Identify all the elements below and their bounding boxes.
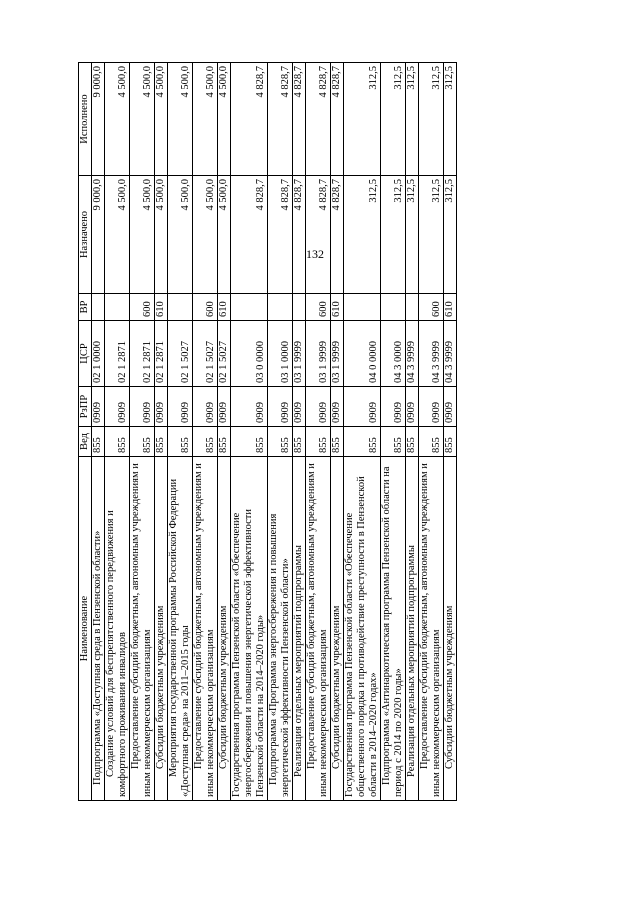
cell-ispolneno: 312,5: [381, 63, 406, 176]
cell-ved: 855: [218, 427, 231, 457]
cell-csr: 03 0 0000: [231, 321, 268, 387]
cell-vr: [92, 294, 105, 321]
cell-naznacheno: 4 500,0: [218, 176, 231, 294]
cell-vr: [268, 294, 293, 321]
cell-name: Предоставление субсидий бюджетным, автономным учреждениям и иным некоммерческим организациям: [306, 457, 331, 801]
cell-ved: 855: [419, 427, 444, 457]
cell-ved: 855: [381, 427, 406, 457]
table-row: [268, 63, 293, 801]
cell-ispolneno: 4 828,7: [231, 63, 268, 176]
budget-table: [78, 62, 457, 801]
cell-naznacheno: 312,5: [381, 176, 406, 294]
cell-vr: 610: [218, 294, 231, 321]
cell-rzpr: 0909: [444, 387, 457, 427]
cell-ispolneno: 312,5: [444, 63, 457, 176]
table-header-row: [79, 63, 92, 801]
cell-csr: 02 1 0000: [92, 321, 105, 387]
cell-ispolneno: 4 828,7: [306, 63, 331, 176]
cell-csr: 02 1 2871: [155, 321, 168, 387]
cell-ispolneno: 4 500,0: [168, 63, 193, 176]
header-rzpr: РзПР: [79, 387, 92, 427]
cell-csr: 03 1 9999: [331, 321, 344, 387]
rotated-table-area: [78, 63, 554, 801]
cell-csr: 02 1 2871: [105, 321, 130, 387]
cell-ispolneno: 312,5: [419, 63, 444, 176]
cell-naznacheno: 4 500,0: [168, 176, 193, 294]
cell-vr: [231, 294, 268, 321]
table-body: [92, 63, 457, 801]
cell-rzpr: 0909: [406, 387, 419, 427]
table-row: [406, 63, 419, 801]
cell-vr: 600: [419, 294, 444, 321]
cell-csr: 04 3 9999: [419, 321, 444, 387]
cell-ispolneno: 4 828,7: [331, 63, 344, 176]
cell-rzpr: 0909: [419, 387, 444, 427]
cell-naznacheno: 4 500,0: [155, 176, 168, 294]
cell-csr: 02 1 5027: [168, 321, 193, 387]
cell-vr: [105, 294, 130, 321]
cell-name: Государственная программа Пензенской области «Обеспечение общественного порядка и противодействие преступности в Пензенской области в 2014–2020 годах»: [344, 457, 381, 801]
table-row: [105, 63, 130, 801]
table-row: [218, 63, 231, 801]
table-row: [331, 63, 344, 801]
cell-ispolneno: 4 500,0: [193, 63, 218, 176]
cell-ved: 855: [155, 427, 168, 457]
cell-csr: 03 1 9999: [293, 321, 306, 387]
table-row: [92, 63, 105, 801]
table-row: [444, 63, 457, 801]
cell-rzpr: 0909: [105, 387, 130, 427]
cell-name: Создание условий для беспрепятственного передвижения и комфортного проживания инвалидов: [105, 457, 130, 801]
cell-ved: 855: [105, 427, 130, 457]
cell-csr: 03 1 0000: [268, 321, 293, 387]
cell-csr: 04 3 9999: [406, 321, 419, 387]
cell-ispolneno: 312,5: [344, 63, 381, 176]
cell-name: Субсидии бюджетным учреждениям: [218, 457, 231, 801]
cell-ved: 855: [168, 427, 193, 457]
header-vr: ВР: [79, 294, 92, 321]
cell-ved: 855: [193, 427, 218, 457]
cell-naznacheno: 4 828,7: [231, 176, 268, 294]
cell-rzpr: 0909: [231, 387, 268, 427]
cell-naznacheno: 4 828,7: [306, 176, 331, 294]
cell-ispolneno: 4 500,0: [105, 63, 130, 176]
cell-name: Реализация отдельных мероприятий подпрограммы: [406, 457, 419, 801]
cell-naznacheno: 4 828,7: [293, 176, 306, 294]
cell-name: Предоставление субсидий бюджетным, автономным учреждениям и иным некоммерческим организациям: [419, 457, 444, 801]
cell-naznacheno: 312,5: [344, 176, 381, 294]
cell-ved: 855: [444, 427, 457, 457]
cell-ispolneno: 4 500,0: [130, 63, 155, 176]
table-row: [193, 63, 218, 801]
cell-name: Государственная программа Пензенской области «Обеспечение энергосбережения и повышения энергетической эффективности Пензенской области на 2014–2020 годы»: [231, 457, 268, 801]
cell-ispolneno: 4 828,7: [268, 63, 293, 176]
cell-name: Предоставление субсидий бюджетным, автономным учреждениям и иным некоммерческим организациям: [130, 457, 155, 801]
cell-ved: 855: [92, 427, 105, 457]
cell-vr: [344, 294, 381, 321]
cell-csr: 02 1 5027: [218, 321, 231, 387]
cell-naznacheno: 4 828,7: [331, 176, 344, 294]
cell-rzpr: 0909: [155, 387, 168, 427]
cell-name: Реализация отдельных мероприятий подпрограммы: [293, 457, 306, 801]
cell-name: Предоставление субсидий бюджетным, автономным учреждениям и иным некоммерческим организациям: [193, 457, 218, 801]
cell-rzpr: 0909: [293, 387, 306, 427]
cell-vr: [293, 294, 306, 321]
cell-naznacheno: 4 500,0: [105, 176, 130, 294]
cell-vr: [381, 294, 406, 321]
cell-csr: 02 1 2871: [130, 321, 155, 387]
cell-naznacheno: 312,5: [406, 176, 419, 294]
cell-rzpr: 0909: [92, 387, 105, 427]
cell-ispolneno: 9 000,0: [92, 63, 105, 176]
cell-rzpr: 0909: [218, 387, 231, 427]
cell-naznacheno: 4 500,0: [130, 176, 155, 294]
table-container: [78, 63, 554, 801]
cell-vr: 610: [331, 294, 344, 321]
cell-naznacheno: 9 000,0: [92, 176, 105, 294]
header-name: Наименование: [79, 457, 92, 801]
cell-ved: 855: [406, 427, 419, 457]
cell-ved: 855: [331, 427, 344, 457]
cell-ved: 855: [231, 427, 268, 457]
cell-vr: 600: [130, 294, 155, 321]
table-row: [381, 63, 406, 801]
cell-csr: 02 1 5027: [193, 321, 218, 387]
cell-rzpr: 0909: [193, 387, 218, 427]
cell-name: Подпрограмма «Программа энергосбережения и повышения энергетической эффективности Пензенской области»: [268, 457, 293, 801]
cell-naznacheno: 312,5: [419, 176, 444, 294]
cell-rzpr: 0909: [331, 387, 344, 427]
cell-csr: 03 1 9999: [306, 321, 331, 387]
cell-rzpr: 0909: [344, 387, 381, 427]
cell-naznacheno: 4 500,0: [193, 176, 218, 294]
cell-ispolneno: 4 500,0: [218, 63, 231, 176]
table-row: [231, 63, 268, 801]
cell-ved: 855: [293, 427, 306, 457]
cell-vr: 600: [306, 294, 331, 321]
table-row: [130, 63, 155, 801]
cell-ved: 855: [306, 427, 331, 457]
cell-vr: [168, 294, 193, 321]
cell-rzpr: 0909: [268, 387, 293, 427]
cell-vr: 610: [155, 294, 168, 321]
cell-naznacheno: 312,5: [444, 176, 457, 294]
cell-csr: 04 3 0000: [381, 321, 406, 387]
cell-ved: 855: [344, 427, 381, 457]
cell-naznacheno: 4 828,7: [268, 176, 293, 294]
header-ved: Вед: [79, 427, 92, 457]
cell-name: Подпрограмма «Доступная среда в Пензенской области»: [92, 457, 105, 801]
cell-rzpr: 0909: [168, 387, 193, 427]
cell-name: Мероприятия государственной программы Российской Федерации «Доступная среда» на 2011–2015 годы: [168, 457, 193, 801]
table-row: [168, 63, 193, 801]
cell-rzpr: 0909: [381, 387, 406, 427]
cell-ved: 855: [130, 427, 155, 457]
table-row: [306, 63, 331, 801]
cell-vr: [406, 294, 419, 321]
cell-csr: 04 3 9999: [444, 321, 457, 387]
cell-vr: 610: [444, 294, 457, 321]
cell-rzpr: 0909: [130, 387, 155, 427]
header-ispolneno: Исполнено: [79, 63, 92, 176]
header-csr: ЦСР: [79, 321, 92, 387]
page-number: 132: [306, 247, 324, 261]
table-row: [155, 63, 168, 801]
cell-ispolneno: 4 828,7: [293, 63, 306, 176]
cell-ved: 855: [268, 427, 293, 457]
header-naznacheno: Назначено: [79, 176, 92, 294]
cell-vr: 600: [193, 294, 218, 321]
table-row: [293, 63, 306, 801]
cell-name: Субсидии бюджетным учреждениям: [444, 457, 457, 801]
cell-name: Подпрограмма «Антинаркотическая программа Пензенской области на период с 2014 по 2020 годы»: [381, 457, 406, 801]
table-row: [419, 63, 444, 801]
cell-ispolneno: 4 500,0: [155, 63, 168, 176]
cell-rzpr: 0909: [306, 387, 331, 427]
cell-name: Субсидии бюджетным учреждениям: [155, 457, 168, 801]
cell-ispolneno: 312,5: [406, 63, 419, 176]
table-row: [344, 63, 381, 801]
cell-name: Субсидии бюджетным учреждениям: [331, 457, 344, 801]
cell-csr: 04 0 0000: [344, 321, 381, 387]
